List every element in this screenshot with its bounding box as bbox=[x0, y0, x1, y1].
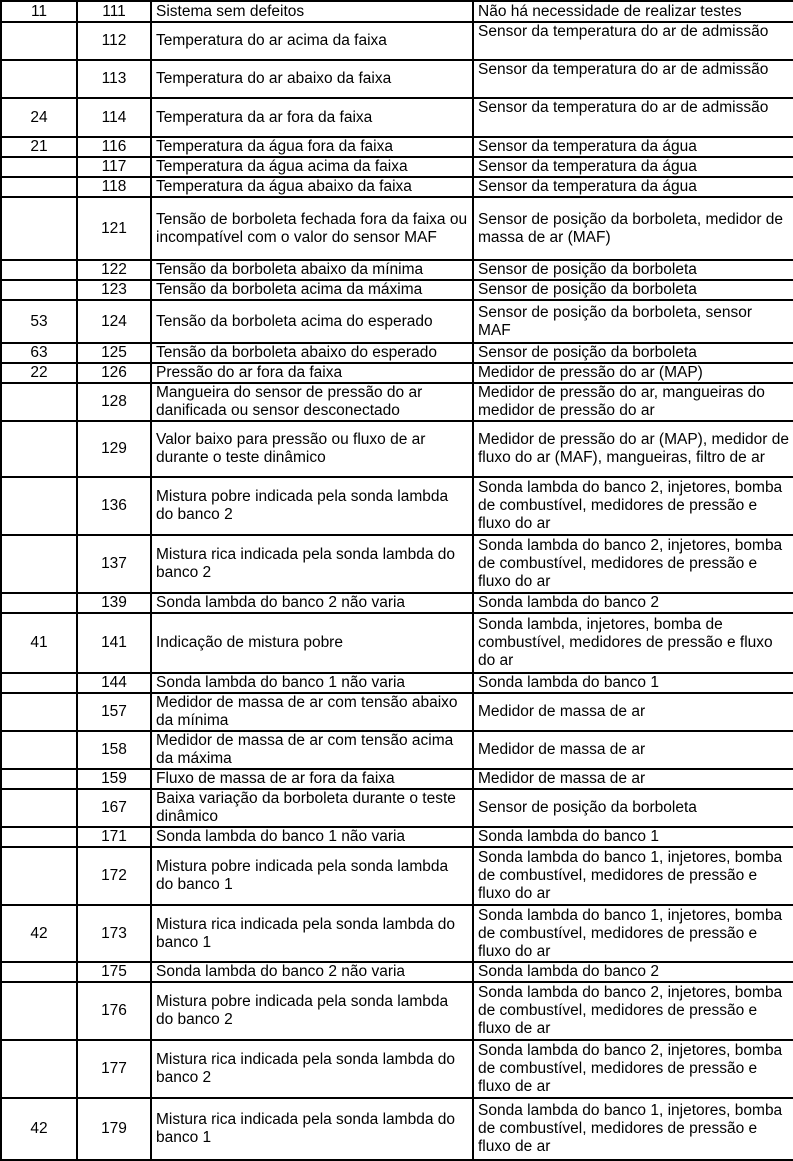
component-cell: Sonda lambda do banco 1, injetores, bomba de combustível, medidores de pressão e fluxo de ar bbox=[473, 1098, 793, 1160]
table-row bbox=[1, 383, 793, 421]
fault-description-cell: Medidor de massa de ar com tensão acima da máxima bbox=[151, 731, 473, 769]
table-row bbox=[1, 1098, 793, 1160]
blink-code-cell bbox=[1, 962, 77, 982]
fault-description-cell: Tensão da borboleta abaixo da mínima bbox=[151, 260, 473, 280]
fault-code-cell: 159 bbox=[77, 769, 151, 789]
blink-code-cell bbox=[1, 827, 77, 847]
blink-code-cell bbox=[1, 157, 77, 177]
blink-code-cell bbox=[1, 535, 77, 593]
component-cell: Medidor de pressão do ar (MAP) bbox=[473, 363, 793, 383]
fault-code-cell: 116 bbox=[77, 137, 151, 157]
blink-code-cell bbox=[1, 260, 77, 280]
component-cell: Sensor da temperatura da água bbox=[473, 137, 793, 157]
component-cell: Sonda lambda do banco 2 bbox=[473, 962, 793, 982]
fault-code-cell: 118 bbox=[77, 177, 151, 197]
fault-code-cell: 144 bbox=[77, 673, 151, 693]
component-cell: Sensor da temperatura da água bbox=[473, 157, 793, 177]
table-row bbox=[1, 613, 793, 673]
blink-code-cell bbox=[1, 982, 77, 1040]
fault-description-cell: Mistura rica indicada pela sonda lambda do banco 1 bbox=[151, 1098, 473, 1160]
fault-description-cell: Sonda lambda do banco 2 não varia bbox=[151, 593, 473, 613]
fault-code-cell: 123 bbox=[77, 280, 151, 300]
fault-code-cell: 126 bbox=[77, 363, 151, 383]
component-cell: Sensor de posição da borboleta bbox=[473, 280, 793, 300]
component-cell: Sonda lambda do banco 2, injetores, bomba de combustível, medidores de pressão e fluxo do ar bbox=[473, 535, 793, 593]
fault-description-cell: Mistura pobre indicada pela sonda lambda do banco 2 bbox=[151, 982, 473, 1040]
component-cell: Sensor da temperatura do ar de admissão bbox=[473, 22, 793, 60]
table-row bbox=[1, 260, 793, 280]
fault-code-cell: 173 bbox=[77, 905, 151, 962]
component-cell: Sonda lambda do banco 2, injetores, bomba de combustível, medidores de pressão e fluxo do ar bbox=[473, 477, 793, 535]
fault-code-cell: 175 bbox=[77, 962, 151, 982]
blink-code-cell bbox=[1, 847, 77, 905]
fault-code-cell: 177 bbox=[77, 1040, 151, 1098]
fault-code-cell: 114 bbox=[77, 98, 151, 137]
blink-code-cell: 41 bbox=[1, 613, 77, 673]
fault-code-cell: 167 bbox=[77, 789, 151, 827]
table-row bbox=[1, 98, 793, 137]
blink-code-cell bbox=[1, 731, 77, 769]
fault-description-cell: Medidor de massa de ar com tensão abaixo da mínima bbox=[151, 693, 473, 731]
component-cell: Medidor de massa de ar bbox=[473, 769, 793, 789]
blink-code-cell: 22 bbox=[1, 363, 77, 383]
component-cell: Medidor de massa de ar bbox=[473, 693, 793, 731]
fault-code-cell: 129 bbox=[77, 421, 151, 477]
fault-description-cell: Temperatura da ar fora da faixa bbox=[151, 98, 473, 137]
blink-code-cell bbox=[1, 60, 77, 98]
fault-code-cell: 158 bbox=[77, 731, 151, 769]
table-row bbox=[1, 905, 793, 962]
fault-code-cell: 172 bbox=[77, 847, 151, 905]
fault-description-cell: Tensão da borboleta abaixo do esperado bbox=[151, 343, 473, 363]
table-row bbox=[1, 22, 793, 60]
fault-description-cell: Tensão da borboleta acima da máxima bbox=[151, 280, 473, 300]
fault-description-cell: Tensão da borboleta acima do esperado bbox=[151, 300, 473, 343]
table-row bbox=[1, 1040, 793, 1098]
blink-code-cell: 42 bbox=[1, 905, 77, 962]
table-row bbox=[1, 962, 793, 982]
fault-description-cell: Sistema sem defeitos bbox=[151, 1, 473, 22]
fault-description-cell: Sonda lambda do banco 1 não varia bbox=[151, 673, 473, 693]
blink-code-cell bbox=[1, 477, 77, 535]
fault-description-cell: Temperatura do ar abaixo da faixa bbox=[151, 60, 473, 98]
fault-description-cell: Mistura rica indicada pela sonda lambda do banco 1 bbox=[151, 905, 473, 962]
fault-code-cell: 113 bbox=[77, 60, 151, 98]
component-cell: Sonda lambda, injetores, bomba de combustível, medidores de pressão e fluxo do ar bbox=[473, 613, 793, 673]
table-row bbox=[1, 769, 793, 789]
blink-code-cell bbox=[1, 177, 77, 197]
table-row bbox=[1, 535, 793, 593]
blink-code-cell bbox=[1, 383, 77, 421]
fault-description-cell: Temperatura da água abaixo da faixa bbox=[151, 177, 473, 197]
fault-code-cell: 122 bbox=[77, 260, 151, 280]
fault-code-cell: 171 bbox=[77, 827, 151, 847]
table-row bbox=[1, 363, 793, 383]
fault-description-cell: Temperatura da água fora da faixa bbox=[151, 137, 473, 157]
fault-code-cell: 111 bbox=[77, 1, 151, 22]
table-row bbox=[1, 731, 793, 769]
table-row bbox=[1, 847, 793, 905]
fault-code-cell: 141 bbox=[77, 613, 151, 673]
fault-code-cell: 137 bbox=[77, 535, 151, 593]
table-row bbox=[1, 343, 793, 363]
table-row bbox=[1, 593, 793, 613]
table-row bbox=[1, 673, 793, 693]
table-row bbox=[1, 300, 793, 343]
fault-description-cell: Mistura rica indicada pela sonda lambda do banco 2 bbox=[151, 535, 473, 593]
fault-description-cell: Sonda lambda do banco 1 não varia bbox=[151, 827, 473, 847]
table-row bbox=[1, 1, 793, 22]
fault-description-cell: Pressão do ar fora da faixa bbox=[151, 363, 473, 383]
fault-description-cell: Mistura pobre indicada pela sonda lambda do banco 2 bbox=[151, 477, 473, 535]
component-cell: Medidor de massa de ar bbox=[473, 731, 793, 769]
fault-code-cell: 179 bbox=[77, 1098, 151, 1160]
fault-description-cell: Mistura rica indicada pela sonda lambda do banco 2 bbox=[151, 1040, 473, 1098]
fault-description-cell: Temperatura da água acima da faixa bbox=[151, 157, 473, 177]
component-cell: Sensor da temperatura do ar de admissão bbox=[473, 98, 793, 137]
blink-code-cell bbox=[1, 197, 77, 260]
component-cell: Sensor de posição da borboleta bbox=[473, 260, 793, 280]
table-row bbox=[1, 789, 793, 827]
fault-code-cell: 125 bbox=[77, 343, 151, 363]
table-row bbox=[1, 477, 793, 535]
fault-description-cell: Baixa variação da borboleta durante o teste dinâmico bbox=[151, 789, 473, 827]
blink-code-cell bbox=[1, 673, 77, 693]
component-cell: Sensor de posição da borboleta bbox=[473, 343, 793, 363]
fault-code-cell: 176 bbox=[77, 982, 151, 1040]
fault-description-cell: Mistura pobre indicada pela sonda lambda do banco 1 bbox=[151, 847, 473, 905]
table-row bbox=[1, 177, 793, 197]
component-cell: Sonda lambda do banco 2 bbox=[473, 593, 793, 613]
blink-code-cell bbox=[1, 421, 77, 477]
fault-code-cell: 121 bbox=[77, 197, 151, 260]
fault-description-cell: Fluxo de massa de ar fora da faixa bbox=[151, 769, 473, 789]
component-cell: Sonda lambda do banco 2, injetores, bomba de combustível, medidores de pressão e fluxo de ar bbox=[473, 982, 793, 1040]
component-cell: Sensor de posição da borboleta, sensor MAF bbox=[473, 300, 793, 343]
fault-code-table-body bbox=[1, 1, 793, 1160]
table-row bbox=[1, 421, 793, 477]
fault-code-cell: 128 bbox=[77, 383, 151, 421]
blink-code-cell bbox=[1, 693, 77, 731]
fault-description-cell: Valor baixo para pressão ou fluxo de ar durante o teste dinâmico bbox=[151, 421, 473, 477]
component-cell: Sensor da temperatura do ar de admissão bbox=[473, 60, 793, 98]
blink-code-cell bbox=[1, 280, 77, 300]
blink-code-cell bbox=[1, 22, 77, 60]
component-cell: Sonda lambda do banco 2, injetores, bomba de combustível, medidores de pressão e fluxo de ar bbox=[473, 1040, 793, 1098]
fault-description-cell: Mangueira do sensor de pressão do ar danificada ou sensor desconectado bbox=[151, 383, 473, 421]
component-cell: Sonda lambda do banco 1, injetores, bomba de combustível, medidores de pressão e fluxo do ar bbox=[473, 847, 793, 905]
table-row bbox=[1, 197, 793, 260]
blink-code-cell: 53 bbox=[1, 300, 77, 343]
blink-code-cell bbox=[1, 593, 77, 613]
blink-code-cell: 42 bbox=[1, 1098, 77, 1160]
blink-code-cell bbox=[1, 789, 77, 827]
fault-description-cell: Tensão de borboleta fechada fora da faixa ou incompatível com o valor do sensor MAF bbox=[151, 197, 473, 260]
component-cell: Sensor de posição da borboleta, medidor de massa de ar (MAF) bbox=[473, 197, 793, 260]
fault-code-cell: 157 bbox=[77, 693, 151, 731]
component-cell: Sonda lambda do banco 1, injetores, bomba de combustível, medidores de pressão e fluxo do ar bbox=[473, 905, 793, 962]
table-row bbox=[1, 157, 793, 177]
blink-code-cell: 63 bbox=[1, 343, 77, 363]
component-cell: Sonda lambda do banco 1 bbox=[473, 673, 793, 693]
component-cell: Medidor de pressão do ar (MAP), medidor de fluxo do ar (MAF), mangueiras, filtro de ar bbox=[473, 421, 793, 477]
component-cell: Sensor de posição da borboleta bbox=[473, 789, 793, 827]
blink-code-cell bbox=[1, 1040, 77, 1098]
fault-description-cell: Sonda lambda do banco 2 não varia bbox=[151, 962, 473, 982]
component-cell: Não há necessidade de realizar testes bbox=[473, 1, 793, 22]
blink-code-cell: 24 bbox=[1, 98, 77, 137]
fault-description-cell: Indicação de mistura pobre bbox=[151, 613, 473, 673]
table-row bbox=[1, 827, 793, 847]
component-cell: Sonda lambda do banco 1 bbox=[473, 827, 793, 847]
fault-description-cell: Temperatura do ar acima da faixa bbox=[151, 22, 473, 60]
fault-code-cell: 124 bbox=[77, 300, 151, 343]
blink-code-cell: 11 bbox=[1, 1, 77, 22]
fault-code-cell: 117 bbox=[77, 157, 151, 177]
fault-code-cell: 139 bbox=[77, 593, 151, 613]
table-row bbox=[1, 60, 793, 98]
table-row bbox=[1, 137, 793, 157]
table-row bbox=[1, 280, 793, 300]
table-row bbox=[1, 982, 793, 1040]
table-row bbox=[1, 693, 793, 731]
blink-code-cell bbox=[1, 769, 77, 789]
fault-code-cell: 136 bbox=[77, 477, 151, 535]
blink-code-cell: 21 bbox=[1, 137, 77, 157]
fault-code-cell: 112 bbox=[77, 22, 151, 60]
component-cell: Sensor da temperatura da água bbox=[473, 177, 793, 197]
component-cell: Medidor de pressão do ar, mangueiras do medidor de pressão do ar bbox=[473, 383, 793, 421]
